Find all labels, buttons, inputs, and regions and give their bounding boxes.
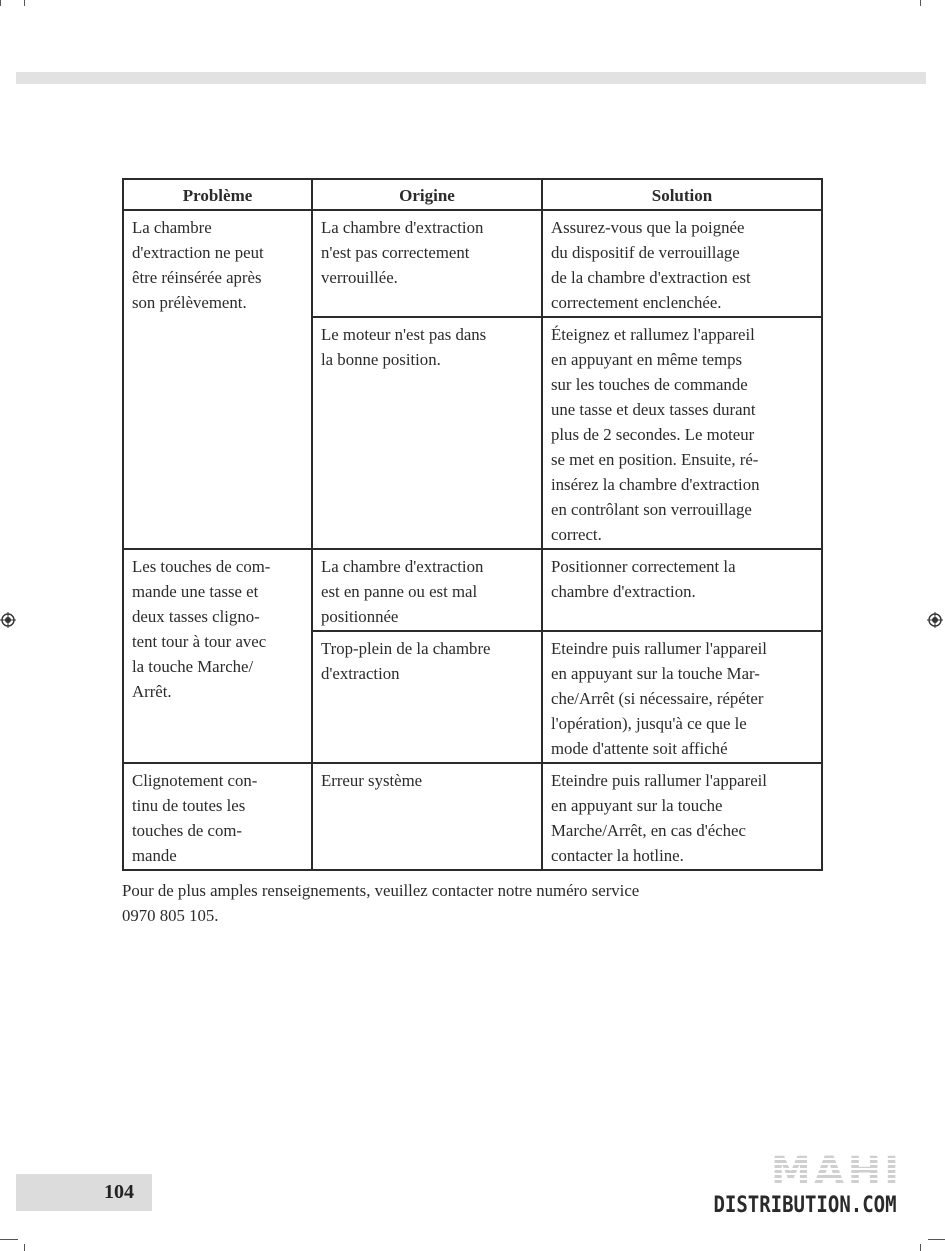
- solution-cell: Éteignez et rallumez l'appareil en appuyant en même temps sur les touches de commande une tasse et deux tasses durant plus de 2 secondes. Le moteur se met en position. Ensuite, ré- insérez la chambre d'extraction en contrôlant son verrouillage correct.: [542, 317, 822, 549]
- origin-cell: Erreur système: [312, 763, 542, 870]
- problem-cell: La chambre d'extraction ne peut être réinsérée après son prélèvement.: [123, 210, 312, 549]
- problem-cell: Les touches de com- mande une tasse et deux tasses cligno- tent tour à tour avec la touche Marche/ Arrêt.: [123, 549, 312, 763]
- page-number-box: [16, 1174, 152, 1211]
- logo-wordmark: MAHI: [706, 1150, 902, 1194]
- registration-mark-icon: [0, 612, 16, 628]
- crop-mark-bottom-left-h: [0, 1239, 18, 1240]
- problem-cell: Clignotement con- tinu de toutes les touches de com- mande: [123, 763, 312, 870]
- crop-mark-top-left-h: [24, 0, 25, 6]
- registration-mark-icon: [927, 612, 943, 628]
- crop-mark-top-left: [0, 0, 1, 6]
- table-row: [123, 549, 822, 631]
- page-number: 104: [104, 1181, 134, 1203]
- origin-cell: La chambre d'extraction n'est pas correctement verrouillée.: [312, 210, 542, 317]
- crop-mark-bottom-left: [24, 1244, 25, 1251]
- table-row: [123, 210, 822, 317]
- origin-cell: La chambre d'extraction est en panne ou est mal positionnée: [312, 549, 542, 631]
- header-problem: Problème: [123, 179, 312, 210]
- header-origin: Origine: [312, 179, 542, 210]
- crop-mark-bottom-right: [920, 1244, 921, 1251]
- solution-cell: Positionner correctement la chambre d'extraction.: [542, 549, 822, 631]
- origin-cell: Trop-plein de la chambre d'extraction: [312, 631, 542, 763]
- solution-cell: Eteindre puis rallumer l'appareil en appuyant sur la touche Marche/Arrêt, en cas d'échec contacter la hotline.: [542, 763, 822, 870]
- crop-mark-bottom-right-h: [928, 1239, 945, 1240]
- table-row: [123, 763, 822, 870]
- solution-cell: Assurez-vous que la poignée du dispositif de verrouillage de la chambre d'extraction est correctement enclenchée.: [542, 210, 822, 317]
- contact-note: Pour de plus amples renseignements, veuillez contacter notre numéro service 0970 805 105.: [122, 881, 640, 925]
- logo-domain: DISTRIBUTION.COM: [713, 1192, 897, 1218]
- header-solution: Solution: [542, 179, 822, 210]
- origin-cell: Le moteur n'est pas dans la bonne position.: [312, 317, 542, 549]
- crop-mark-top-right: [920, 0, 921, 6]
- table-header-row: [123, 179, 822, 210]
- solution-cell: Eteindre puis rallumer l'appareil en appuyant sur la touche Mar- che/Arrêt (si nécessaire, répéter l'opération), jusqu'à ce que le mode d'attente soit affiché: [542, 631, 822, 763]
- troubleshooting-table: [122, 178, 823, 871]
- mahi-distribution-logo: [706, 1150, 902, 1220]
- header-band: [16, 72, 926, 84]
